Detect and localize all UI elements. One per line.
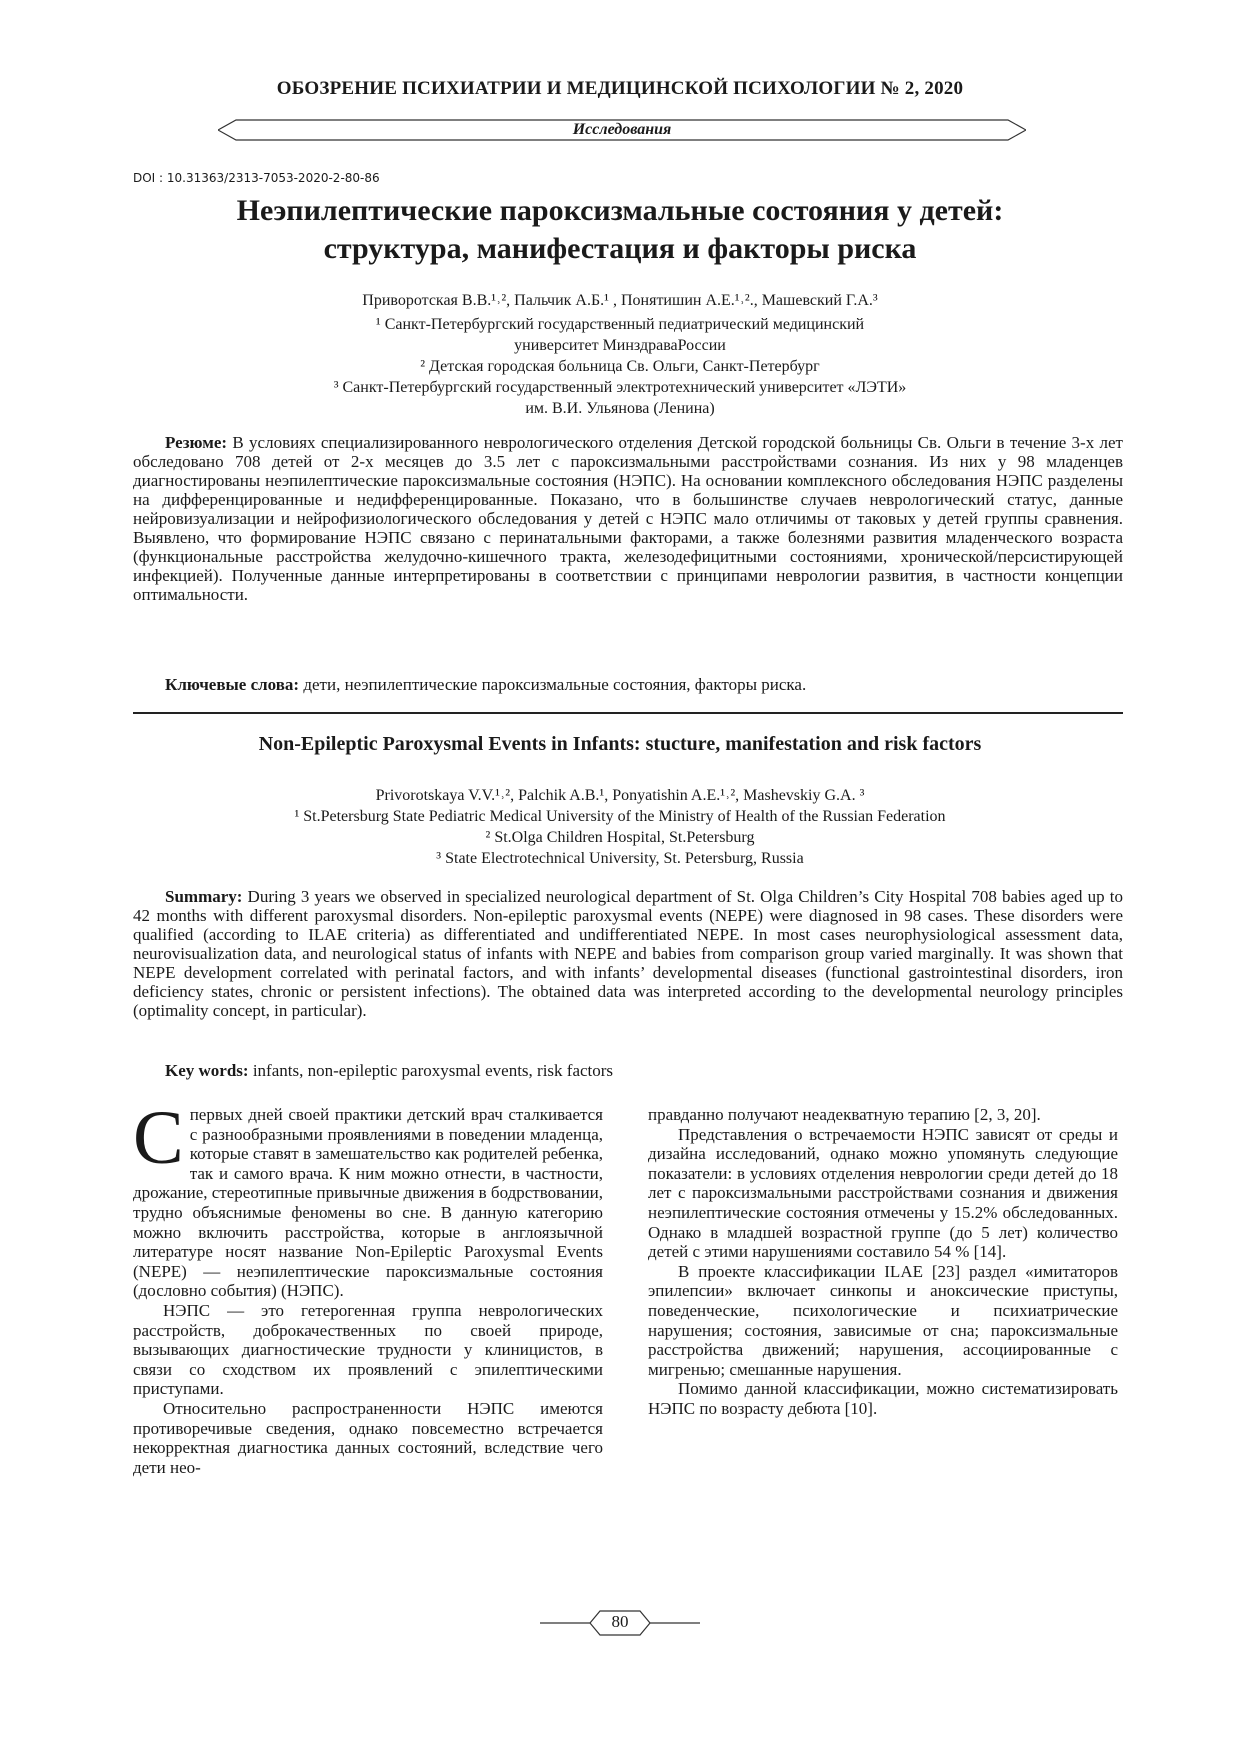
abstract-ru (133, 433, 1123, 604)
body-paragraph: Помимо данной классификации, можно систематизировать НЭПС по возрасту дебюта [10]. (648, 1379, 1118, 1418)
affiliation-3-line-1: ³ Санкт-Петербургский государственный электротехнический университет «ЛЭТИ» (333, 379, 907, 396)
doi: DOI : 10.31363/2313-7053-2020-2-80-86 (133, 171, 380, 185)
abstract-text: В условиях специализированного неврологического отделения Детской городской больницы Св. Ольги в течение 3-х лет обследовано 708 детей от 2-х месяцев до 3.5 лет с пароксизмальными расстройствами сознания. Из них у 98 младенцев диагностированы неэпилептические пароксизмальные состояния (НЭПС). На основании комплексного обследования НЭПС разделены на дифференцированные и недифференцированные. Показано, что в большинстве случаев неврологический статус, данные нейровизуализации и нейрофизиологического обследования у детей с НЭПС мало отличимы от таковых у детей группы сравнения. Выявлено, что формирование НЭПС связано с перинатальными факторами, а также болезнями развития младенческого возраста (функциональные расстройства желудочно-кишечного тракта, железодефицитными состояниями, хронической/персистирующей инфекцией). Полученные данные интерпретированы в соответствии с принципами неврологии развития, в частности концепции оптимальности. (133, 433, 1123, 604)
affiliation-1-line-2: университет МинздраваРоссии (514, 337, 726, 354)
affiliation-en-1: ¹ St.Petersburg State Pediatric Medical University of the Ministry of Health of the Russian Federation (294, 808, 946, 825)
authors-en: Privorotskaya V.V.¹˒², Palchik A.B.¹, Ponyatishin A.E.¹˒², Mashevskiy G.A. ³ (375, 787, 865, 804)
affiliation-1-line-1: ¹ Санкт-Петербургский государственный педиатрический медицинский (375, 316, 865, 333)
keywords-label: Ключевые слова: (165, 675, 300, 694)
summary-en (133, 887, 1123, 1020)
page-number: 80 (611, 1612, 629, 1631)
section-divider (133, 712, 1123, 714)
intro-paragraph: Спервых дней своей практики детский врач сталкивается с разнообразными проявлениями в поведении младенца, которые ставят в замешательство как родителей ребенка, так и самого врача. К ним можно отнести, в частности, дрожание, стереотипные привычные движения в бодрствовании, трудно объяснимые феномены во сне. В данную категорию можно включить расстройства, которые в англоязычной литературе носят название Non-Epileptic Paroxysmal Events (NEPE) — неэпилептические пароксизмальные состояния (дословно события) (НЭПС). (133, 1096, 604, 1301)
rubric-label: Исследования (572, 121, 672, 138)
body-left-column (133, 1096, 604, 1477)
keywords-en-label: Key words: (165, 1061, 249, 1080)
article-title-line-2: структура, манифестация и факторы риска (323, 232, 917, 265)
journal-title: ОБОЗРЕНИЕ ПСИХИАТРИИ И МЕДИЦИНСКОЙ ПСИХОЛОГИИ № 2, 2020 (276, 78, 964, 99)
body-paragraph: Относительно распространенности НЭПС имеются противоречивые сведения, однако повсеместно встречается некорректная диагностика данных состояний, вследствие чего дети нео- (133, 1398, 603, 1477)
body-paragraph: правданно получают неадекватную терапию [2, 3, 20]. (648, 1105, 1041, 1124)
affiliation-en-2: ² St.Olga Children Hospital, St.Petersburg (485, 829, 755, 846)
affiliation-3-line-2: им. В.И. Ульянова (Ленина) (525, 400, 715, 417)
article-title-line-1: Неэпилептические пароксизмальные состояния у детей: (236, 194, 1004, 227)
keywords-en-text: infants, non-epileptic paroxysmal events, risk factors (248, 1061, 614, 1080)
body-paragraph: В проекте классификации ILAE [23] раздел «имитаторов эпилепсии» включает синкопы и аноксические приступы, поведенческие, психологические и психиатрические нарушения; состояния, зависимые от сна; пароксизмальные расстройства движений; нарушения, ассоциированные с мигренью; смешанные нарушения. (648, 1261, 1118, 1379)
body-paragraph: Представления о встречаемости НЭПС зависят от среды и дизайна исследований, однако можно упомянуть следующие показатели: в условиях отделения неврологии среди детей до 18 лет с пароксизмальными расстройствами сознания и движения неэпилептические состояния отмечены у 15.2% обследованных. Однако в младшей возрастной группе (до 5 лет) количество детей с этими нарушениями составило 54 % [14]. (648, 1124, 1118, 1262)
affiliation-2: ² Детская городская больница Св. Ольги, Санкт-Петербург (420, 358, 820, 375)
keywords-text: дети, неэпилептические пароксизмальные состояния, факторы риска. (299, 675, 807, 694)
english-title: Non-Epileptic Paroxysmal Events in Infants: stucture, manifestation and risk factors (258, 733, 982, 755)
keywords-ru (133, 675, 1123, 694)
page-number-banner (540, 1607, 700, 1639)
abstract-label: Резюме: (165, 433, 228, 452)
summary-label: Summary: (165, 887, 243, 906)
summary-text: During 3 years we observed in specialized neurological department of St. Olga Children’s City Hospital 708 babies aged up to 42 months with different paroxysmal disorders. Non-epileptic paroxysmal events (NEPE) were diagnosed in 98 cases. These disorders were qualified (according to ILAE criteria) as differentiated and undifferentiated NEPE. In most cases neurophysiological assessment data, neurovisualization data, and neurological status of infants with NEPE and babies from comparison group varied marginally. It was shown that NEPE development correlated with perinatal factors, and with infants’ developmental diseases (functional gastrointestinal disorders, iron deficiency states, chronic or persistent infections). The obtained data was interpreted according to the developmental neurology principles (optimality concept, in particular). (133, 887, 1123, 1020)
drop-cap: С (133, 1096, 184, 1180)
rubric-banner (218, 119, 1026, 141)
body-right-column (648, 1105, 1118, 1419)
affiliation-en-3: ³ State Electrotechnical University, St. Petersburg, Russia (436, 850, 804, 867)
keywords-en (133, 1061, 1123, 1080)
authors-ru: Приворотская В.В.¹˒², Пальчик А.Б.¹ , Понятишин А.Е.¹˒²., Машевский Г.А.³ (362, 292, 878, 309)
body-paragraph: НЭПС — это гетерогенная группа неврологических расстройств, доброкачественных по своей природе, вызывающих диагностические трудности у клиницистов, в связи со сходством их проявлений с эпилептическими приступами. (133, 1300, 603, 1399)
